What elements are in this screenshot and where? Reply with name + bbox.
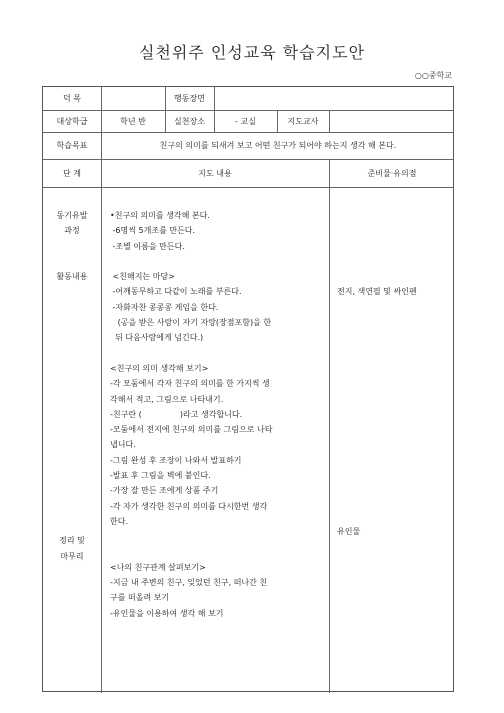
content-line: -6명씩 5개조를 만든다. bbox=[110, 226, 196, 236]
behavior-value[interactable] bbox=[214, 87, 455, 110]
document-title: 실천위주 인성교육 학습지도안 bbox=[138, 43, 366, 62]
content-line: 뒤 다음사람에게 넘긴다.) bbox=[110, 333, 204, 343]
content-line: -각 모둠에서 각자 친구의 의미를 한 가지씩 생 bbox=[110, 379, 270, 389]
content-line: <친해지는 마당> bbox=[110, 272, 175, 282]
content-line: -모둠에서 전지에 친구의 의미를 그림으로 나타 bbox=[110, 425, 273, 435]
teacher-label: 지도교사 bbox=[287, 116, 319, 126]
virtue-label: 덕 목 bbox=[63, 94, 81, 103]
content-line: -그림 완성 후 조장이 나와서 발표하기 bbox=[110, 455, 242, 465]
content-line: -각 자가 생각한 친구의 의미를 다시한번 생각 bbox=[110, 501, 268, 511]
materials-closing: 유인물 bbox=[337, 527, 361, 536]
learning-goal-value: 친구의 의미를 되새겨 보고 어떤 친구가 되어야 하는지 생각 해 본다. bbox=[159, 141, 397, 150]
content-line bbox=[110, 346, 272, 361]
guidance-content bbox=[110, 208, 272, 621]
school-name: ○○중학교 bbox=[414, 71, 452, 80]
content-line: -어깨동무하고 다같이 노래를 부른다. bbox=[110, 287, 242, 297]
behavior-label: 행동장면 bbox=[174, 94, 205, 103]
content-column-header: 지도 내용 bbox=[198, 168, 232, 178]
materials-activity: 전지, 색연필 및 싸인펜 bbox=[337, 287, 417, 296]
learning-goal-label: 학습목표 bbox=[56, 141, 88, 150]
content-line: •친구의 의미를 생각해 본다. bbox=[110, 211, 210, 220]
practice-place-label: 실천장소 bbox=[174, 116, 205, 126]
stage-activity: 활동내용 bbox=[56, 272, 88, 281]
content-line bbox=[110, 529, 272, 544]
materials-column-header: 준비물·유의점 bbox=[367, 168, 417, 178]
content-line: <친구의 의미 생각해 보기> bbox=[110, 363, 209, 373]
stage-closing-sub: 마무리 bbox=[60, 552, 84, 561]
content-line: <나의 친구관계 살펴보기> bbox=[110, 562, 206, 572]
content-line: 각해서 적고, 그림으로 나타내기. bbox=[110, 394, 224, 404]
content-line: -친구란 ( )라고 생각합니다. bbox=[110, 409, 243, 419]
stage-closing: 정리 및 bbox=[59, 536, 85, 545]
teacher-value[interactable] bbox=[329, 110, 455, 132]
content-line: -조별 이름을 만든다. bbox=[110, 241, 185, 251]
stage-motivation: 동기유발 bbox=[56, 211, 88, 220]
target-class-value[interactable]: 학년 반 bbox=[120, 116, 146, 126]
stage-motivation-sub: 과정 bbox=[64, 226, 80, 235]
target-class-label: 대상학급 bbox=[56, 116, 88, 126]
content-line: 한다. bbox=[110, 516, 128, 526]
content-line bbox=[110, 545, 272, 560]
content-line: -발표 후 그림을 벽에 붙인다. bbox=[110, 471, 211, 481]
content-line: -가장 잘 만든 조에게 상품 주기 bbox=[110, 486, 219, 496]
content-line: -자화자찬 콩콩콩 게임을 한다. bbox=[110, 302, 219, 312]
practice-place-value[interactable]: - 교실 bbox=[235, 116, 256, 126]
virtue-value[interactable] bbox=[101, 87, 165, 110]
content-line: (공을 받은 사람이 자기 자랑(장점포함)을 한 bbox=[110, 318, 272, 328]
content-line: -지금 내 주변의 친구, 잊었던 친구, 떠나간 친 bbox=[110, 578, 268, 588]
content-line: -유인물을 이용하여 생각 해 보기 bbox=[110, 608, 224, 618]
content-line: 구를 떠올려 보기 bbox=[110, 593, 170, 603]
lesson-plan-table bbox=[42, 86, 454, 692]
stage-column-header: 단 계 bbox=[63, 168, 81, 178]
content-line bbox=[110, 254, 272, 269]
content-line: 냅니다. bbox=[110, 440, 136, 450]
